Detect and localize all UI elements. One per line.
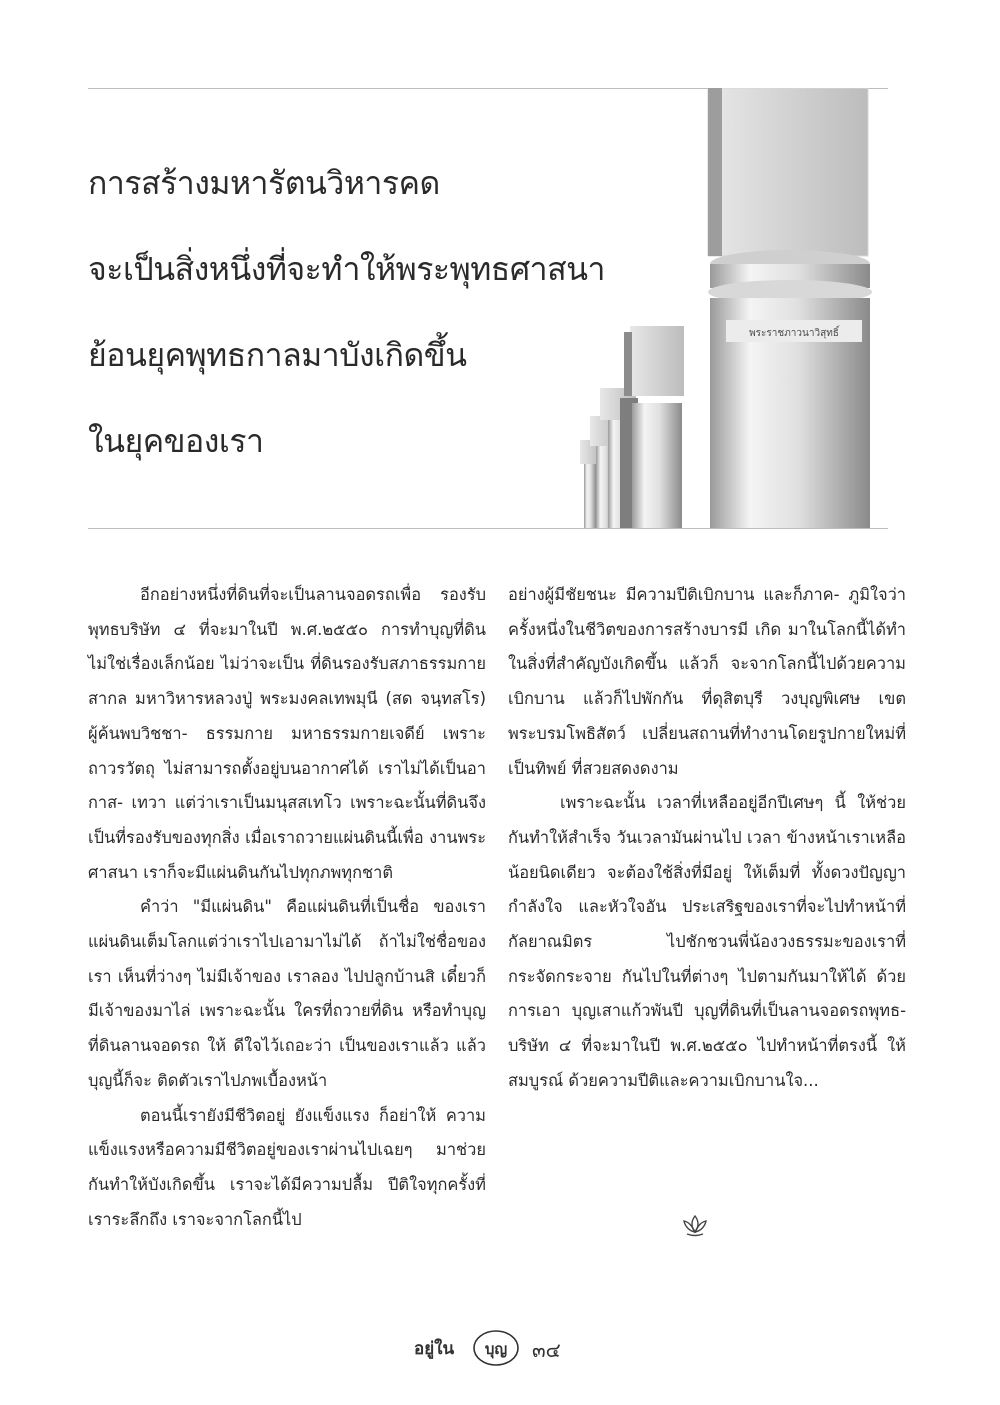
paragraph [508, 786, 906, 1098]
text-line: ความแข็งแรงหรือความมีชีวิตอยู่ของเราผ่านไปเฉยๆ [88, 1105, 486, 1160]
text-line: เปลี่ยนสถานที่ทำงานโดยรูปกายใหม่ที่เป็นทิพย์ [508, 723, 906, 778]
text-line: เพราะฉะนั้น เวลาที่เหลืออยู่อีกปีเศษๆ นี้ [560, 793, 846, 813]
text-line: ที่ดินรองรับสภาธรรมกายสากล มหาวิหารหลวงปู่ [88, 654, 486, 709]
text-line: ใครที่ถวายที่ดิน หรือทำบุญที่ดินลานจอดรถ ให้ [88, 1001, 486, 1056]
text-line: เทวา แต่ว่าเราเป็นมนุสสเทโว เพราะฉะนั้นที่ดินจึง [131, 793, 486, 813]
text-line: ภูมิใจว่า ครั้งหนึ่งในชีวิตของการสร้างบารมี เกิด [508, 585, 907, 639]
paragraph [88, 578, 486, 890]
text-line: ของเรา แผ่นดินเต็มโลกแต่ว่าเราไปเอามาไม่ได้ [88, 897, 486, 952]
text-line: พระมงคลเทพมุนี (สด จนฺทสโร) ผู้ค้นพบวิชชา- [88, 689, 486, 743]
text-line: มาในโลกนี้ได้ทำในสิ่งที่สำคัญบังเกิดขึ้น แล้วก็ [508, 619, 906, 674]
headline-line: การสร้างมหารัตนวิหารคด [88, 164, 440, 202]
text-line: ถ้าไม่ใช่ชื่อของเรา เห็นที่ว่างๆ ไม่มีเจ้าของ เราลอง [88, 932, 486, 986]
text-line: ให้ช่วยกันทำให้สำเร็จ วันเวลามันผ่านไป เวลา [508, 793, 906, 847]
text-line: กันไปในที่ต่างๆ ไปตามกันมาให้ได้ ด้วยการเอา [508, 966, 906, 1021]
paragraph [88, 890, 486, 1098]
paragraph [88, 1099, 486, 1238]
text-line: บริษัท ๔ ที่จะมาในปี พ.ศ.๒๕๕๐ ไปทำหน้าที่ตรงนี้ [508, 1036, 878, 1056]
text-line: บุญเสาแก้วพันปี บุญที่ดินที่เป็นลานจอดรถพุทธ- [571, 1001, 906, 1021]
text-line: ไม่สามารถตั้งอยู่บนอากาศได้ เราไม่ได้เป็นอากาส- [88, 758, 486, 813]
headline-line: ในยุคของเรา [88, 422, 264, 460]
text-line: ไปชักชวนพี่น้องวงธรรมะของเราที่กระจัดกระจาย [508, 932, 906, 986]
page-number: ๓๔ [532, 1338, 561, 1362]
text-line: ให้เต็มที่ ทั้งดวงปัญญา กำลังใจ และหัวใจอัน [508, 862, 906, 917]
text-line: มาช่วยกันทำให้บังเกิดขึ้น เราจะได้มีความปลื้ม [88, 1140, 486, 1194]
body-column-right [508, 578, 906, 1099]
front-pillar [708, 88, 872, 528]
paragraph [508, 578, 906, 786]
text-line: อย่างผู้มีชัยชนะ มีความปีติเบิกบาน และก็ภาค- [508, 585, 840, 604]
text-line: จะจากโลกนี้ไปด้วยความเบิกบาน แล้วก็ไปพักกัน [508, 654, 906, 709]
pillar-colonnade-illustration [560, 88, 880, 528]
headline-line: จะเป็นสิ่งหนึ่งที่จะทำให้พระพุทธศาสนา [88, 250, 605, 288]
text-line: รองรับพุทธบริษัท ๔ ที่จะมาในปี พ.ศ.๒๕๕๐ [88, 585, 486, 639]
headline-line: ย้อนยุคพุทธกาลมาบังเกิดขึ้น [88, 336, 467, 374]
text-line: ประเสริฐของเราที่จะไปทำหน้าที่กัลยาณมิตร [508, 897, 906, 952]
text-line: การทำบุญที่ดินไม่ใช่เรื่องเล็กน้อย ไม่ว่าจะเป็น [88, 619, 486, 674]
text-line: ข้างหน้าเราเหลือน้อยนิดเดียว จะต้องใช้สิ่งที่มีอยู่ [508, 827, 906, 882]
text-line: ตอนนี้เรายังมีชีวิตอยู่ ยังแข็งแรง ก็อย่าให้ [140, 1105, 437, 1125]
middle-pillar [620, 326, 684, 528]
text-line: ที่ดุสิตบุรี วงบุญพิเศษ เขตพระบรมโพธิสัตว์ [508, 689, 906, 743]
bottom-rule [88, 528, 888, 529]
logo-text-left: อยู่ใน [414, 1339, 455, 1359]
text-line: ธรรมกาย มหาธรรมกายเจดีย์ เพราะถาวรวัตถุ [88, 723, 486, 778]
body-column-left [88, 578, 486, 1237]
pillar-inscription: พระราชภาวนาวิสุทธิ์ [749, 328, 839, 339]
text-line: ไปปลูกบ้านสิ เดี๋ยวก็มีเจ้าของมาไล่ เพราะฉะนั้น [88, 966, 487, 1021]
text-line: ให้สมบูรณ์ ด้วยความปีติและความเบิกบานใจ... [508, 1036, 906, 1090]
text-line: ที่สวยสดงดงาม [571, 758, 679, 778]
text-line: อีกอย่างหนึ่งที่ดินที่จะเป็นลานจอดรถเพื่อ [140, 585, 422, 604]
text-line: งานพระศาสนา เราก็จะมีแผ่นดินกันไปทุกภพทุกชาติ [88, 827, 486, 882]
page-footer [412, 1326, 582, 1370]
text-line: ปีติใจทุกครั้งที่เราระลึกถึง เราจะจากโลกนี้ไป [88, 1174, 486, 1229]
logo-text-right: บุญ [484, 1340, 508, 1358]
magazine-logo [412, 1326, 524, 1370]
text-line: ดีใจไว้เถอะว่า เป็นของเราแล้ว แล้วบุญนี้ก็จะ [88, 1036, 486, 1090]
text-line: เป็นที่รองรับของทุกสิ่ง เมื่อเราถวายแผ่นดินนี้เพื่อ [88, 827, 424, 847]
text-line: คำว่า "มีแผ่นดิน" คือแผ่นดินที่เป็นชื่อ [140, 897, 420, 917]
lotus-ornament-icon [679, 1212, 711, 1238]
text-line: ติดตัวเราไปภพเบื้องหน้า [157, 1070, 328, 1090]
